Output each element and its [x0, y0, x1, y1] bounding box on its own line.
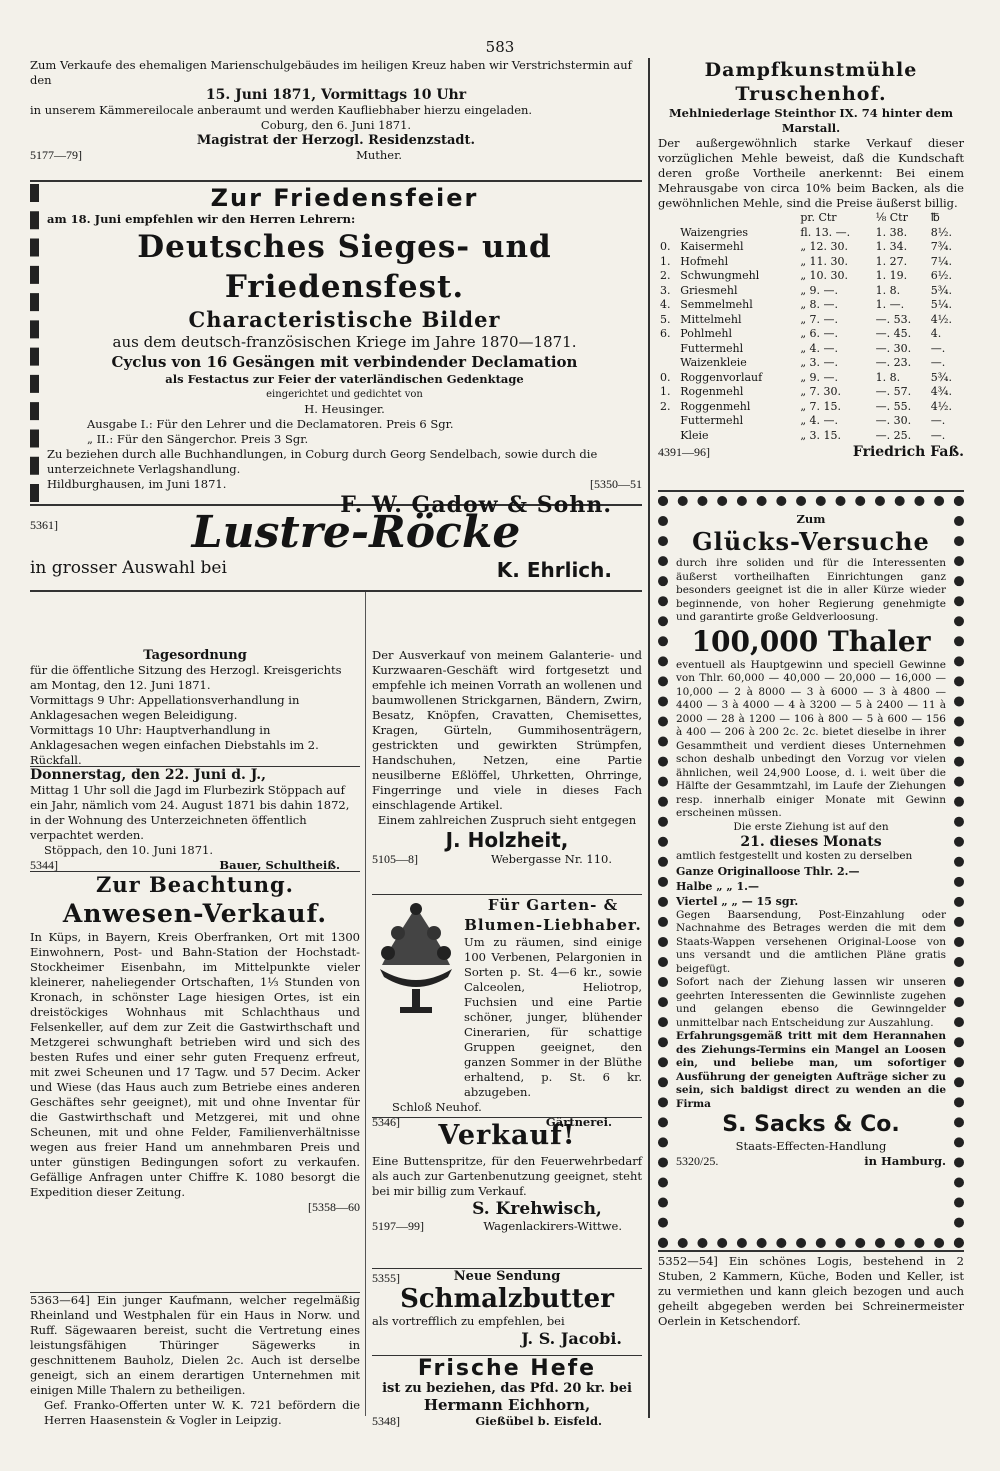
row-price: 5¾. — [930, 283, 952, 297]
row-price: 4½. — [930, 312, 952, 326]
table-row — [658, 371, 964, 386]
friedensfeier-ausgabe2: „ II.: Für den Sängerchor. Preis 3 Sgr. — [87, 432, 309, 446]
row-price: „ 6. —. — [800, 327, 839, 340]
ausverkauf-merchant: J. Holzheit, — [445, 828, 569, 852]
hefe-ref: 5348] — [372, 1414, 400, 1428]
friedensfeier-ausgabe1: Ausgabe I.: Für den Lehrer und die Declamatoren. Preis 6 Sgr. — [87, 417, 454, 431]
row-name: Roggenmehl — [680, 399, 751, 413]
row-price: „ 7. 15. — [800, 399, 842, 413]
verkauf-sign: Wagenlackirers-Wittwe. — [483, 1219, 622, 1233]
row-nr — [658, 414, 678, 429]
row-name: Schwungmehl — [680, 269, 760, 282]
row-name: Rogenmehl — [680, 385, 744, 398]
gluecks-zum: Zum — [796, 512, 826, 526]
row-price: 1. 27. — [875, 254, 908, 268]
gluecks-text6: Sofort nach der Ziehung lassen wir unseren geehrten Interessenten die Gewinnliste zugehen und gelangen ebenso die Gewinngelder unmittelbar nach Entscheidung zur Auszahlung. — [676, 976, 946, 1029]
row-nr — [658, 226, 678, 241]
ausverkauf-ref: 5105—8] — [372, 852, 418, 866]
kaufmann-ad — [30, 1293, 360, 1467]
row-price: 4. — [930, 327, 942, 340]
row-price: „ 3. 15. — [800, 428, 842, 442]
row-name: Kaisermehl — [680, 240, 744, 253]
gluecks-title: Glücks-Versuche — [692, 527, 930, 556]
row-nr — [658, 429, 678, 444]
friedensfeier-title: Deutsches Sieges- und Friedensfest. — [137, 229, 552, 305]
table-row — [658, 400, 964, 415]
divider — [658, 1250, 964, 1252]
jagd-sign: Bauer, Schultheiß. — [219, 858, 340, 872]
hefe-text: ist zu beziehen, das Pfd. 20 kr. bei — [382, 1381, 632, 1396]
table-row — [658, 327, 964, 342]
divider — [30, 180, 642, 182]
kaufmann-offer: Gef. Franko-Offerten unter W. K. 721 befördern die Herren Haasenstein & Vogler in Leipzig. — [44, 1398, 360, 1427]
table-row — [658, 240, 964, 255]
gluecks-price1: Ganze Originalloose Thlr. 2.— — [676, 864, 860, 878]
hefe-merchant: Hermann Eichhorn, — [423, 1396, 591, 1414]
tagesordnung-heading: Tagesordnung — [143, 648, 247, 663]
gluecks-amount: 100,000 Thaler — [691, 624, 931, 658]
row-price: „ 12. 30. — [800, 240, 849, 253]
row-nr: 0. — [660, 240, 671, 253]
row-name: Waizenkleie — [680, 356, 747, 369]
marienschul-text2: in unserem Kämmereilocale anberaumt und werden Kaufliebhaber hierzu eingeladen. — [30, 103, 533, 117]
friedensfeier-line1: aus dem deutsch-französischen Kriege im Jahre 1870—1871. — [112, 333, 577, 351]
table-row — [658, 298, 964, 313]
row-nr: 2. — [660, 269, 671, 282]
row-price: 1. 8. — [875, 370, 901, 384]
row-price: —. 53. — [875, 312, 912, 326]
row-nr: 3. — [660, 283, 671, 297]
verkauf-merchant: S. Krehwisch, — [472, 1199, 602, 1219]
row-price: „ 7. —. — [800, 312, 839, 326]
schmalz-ref: 5355] — [372, 1271, 400, 1285]
price-col-header: ℔ — [930, 211, 940, 224]
row-name: Griesmehl — [680, 283, 738, 297]
schmalz-heading: Neue Sendung — [453, 1269, 561, 1284]
friedensfeier-line3: als Festactus zur Feier der vaterländischen Gedenktage — [165, 372, 524, 386]
friedensfeier-subtitle: Characteristische Bilder — [188, 307, 501, 332]
marienschul-ref: 5177—79] — [30, 148, 82, 162]
gluecks-ref: 5320/25. — [676, 1154, 719, 1168]
jagd-ad — [30, 767, 360, 871]
table-row — [658, 429, 964, 444]
row-price: „ 3. —. — [800, 356, 839, 369]
row-price: 4¾. — [930, 385, 952, 398]
hefe-ad — [372, 1356, 642, 1442]
muehle-sub: Mehlniederlage Steinthor IX. 74 hinter dem Marstall. — [668, 106, 954, 135]
row-price: „ 4. —. — [800, 341, 839, 355]
table-row — [658, 255, 964, 270]
schmalz-text: als vortrefflich zu empfehlen, bei — [372, 1314, 565, 1328]
gluecks-price3: Viertel „ „ — 15 sgr. — [676, 894, 799, 908]
flower-urn-icon — [372, 899, 460, 1019]
tagesordnung-text: für die öffentliche Sitzung des Herzogl. Kreisgerichts am Montag, den 12. Juni 1871. — [30, 663, 342, 692]
table-row — [658, 313, 964, 328]
row-price: 8½. — [930, 225, 952, 239]
row-nr — [658, 356, 678, 371]
table-row — [658, 284, 964, 299]
row-price: —. 45. — [875, 327, 912, 340]
row-name: Futtermehl — [680, 414, 744, 427]
row-price: 1. 34. — [875, 240, 908, 253]
garten-heading: Für Garten- & Blumen-Liebhaber. — [464, 896, 642, 934]
verkauf-text: Eine Buttenspritze, für den Feuerwehrbedarf als auch zur Gartenbenutzung geeignet, steht bei mir billig zum Verkauf. — [372, 1154, 642, 1198]
row-price: „ 9. —. — [800, 370, 839, 384]
left-column — [30, 58, 642, 1428]
gluecks-text1: durch ihre soliden und für die Interessenten äußerst vortheilhaften Einrichtungen ganz besonders geeignet ist die in aller Kürze wieder beginnende, von hoher Regierung genehmigte und garantirte große Geldverloosung. — [676, 557, 946, 623]
marienschul-place: Coburg, den 6. Juni 1871. — [260, 118, 412, 132]
price-table — [658, 211, 964, 443]
row-price: „ 7. 30. — [800, 385, 842, 398]
gluecks-firm: S. Sacks & Co. — [722, 1112, 900, 1137]
divider — [658, 490, 964, 492]
friedensfeier-author: H. Heusinger. — [304, 402, 385, 416]
verkauf-ref: 5197—99] — [372, 1219, 424, 1233]
gluecks-text3: Die erste Ziehung ist auf den — [733, 820, 889, 833]
marienschul-sign: Muther. — [356, 148, 402, 162]
jagd-text: Mittag 1 Uhr soll die Jagd im Flurbezirk Stöppach auf ein Jahr, nämlich vom 24. August 1871 bis dahin 1872, in der Wohnung des Unterzeichneten öffentlich verpachtet werden. — [30, 783, 350, 842]
divider — [30, 590, 642, 592]
marienschul-date: 15. Juni 1871, Vormittags 10 Uhr — [205, 87, 467, 103]
tagesordnung-item2: Vormittags 10 Uhr: Hauptverhandlung in Anklagesachen wegen einfachen Diebstahls im 2. Rückfall. — [30, 723, 319, 767]
row-nr: 1. — [660, 254, 671, 268]
row-price: 5¼. — [930, 298, 952, 311]
marienschul-authority: Magistrat der Herzogl. Residenzstadt. — [196, 133, 476, 148]
friedensfeier-publisher: F. W. Gadow & Sohn. — [340, 492, 612, 518]
friedensfeier-ad — [30, 184, 642, 518]
table-row — [658, 226, 964, 241]
anwesen-text: In Küps, in Bayern, Kreis Oberfranken, Ort mit 1300 Einwohnern, Post- und Bahn-Station der Hochstadt-Stockheimer Eisenbahn, im Mittelpunkte vieler kleinerer, naheliegender Ortschaften, 1⅓ Stunden von Kronach, in schönster Lage hiesigen Ortes, ist ein dreistöckiges Wohnhaus mit Schlachthaus und Felsenkeller, auf dem zur Zeit die Gastwirthschaft und Metzgerei schwunghaft betrieben wird und sich des besten Rufes und einer sehr guten Frequenz erfreut, mit zwei Scheunen und 17 Tagw. und 57 Decim. Acker und Wiese (das Haus auch zum Betriebe eines anderen Geschäftes sehr geeignet), mit und ohne Inventar für die Gastwirthschaft und Metzgerei, mit und ohne Scheunen, mit und ohne Felder, Familienverhältnisse wegen aus freier Hand um annehmbaren Preis und unter günstigen Bedingungen sofort zu verkaufen. Gefällige Anfragen unter Chiffre K. 1080 besorgt die Expedition dieser Zeitung. — [30, 930, 360, 1199]
row-name: Mittelmehl — [680, 312, 742, 326]
logis-text: 5352—54] Ein schönes Logis, bestehend in 2 Stuben, 2 Kammern, Küche, Boden und Keller, ist zu vermiethen und kann gleich bezogen und auch geheilt abgegeben werden bei Schreinermeister Oerlein in Ketschendorf. — [658, 1254, 964, 1328]
row-name: Waizengries — [680, 225, 749, 239]
right-subcolumn — [372, 648, 642, 1442]
row-name: Futtermehl — [680, 341, 744, 355]
tagesordnung-ad — [30, 648, 360, 766]
row-price: —. — [930, 414, 946, 427]
gluecks-firm-sub: Staats-Effecten-Handlung — [735, 1139, 887, 1153]
table-row — [658, 342, 964, 357]
lustre-ref: 5361] — [30, 518, 58, 532]
garten-sign: Gärtnerei. — [545, 1115, 612, 1129]
friedensfeier-heading: Zur Friedensfeier — [210, 184, 479, 212]
left-subcolumn — [30, 648, 360, 1467]
row-price: —. 25. — [875, 428, 912, 442]
muehle-heading: Dampfkunstmühle Truschenhof. — [704, 59, 918, 105]
gluecks-place: in Hamburg. — [864, 1154, 946, 1168]
jagd-place: Stöppach, den 10. Juni 1871. — [44, 843, 214, 857]
column-divider — [648, 58, 650, 1418]
muehle-text: Der außergewöhnlich starke Verkauf dieser vorzüglichen Mehle beweist, daß die Kundschaft deren große Vortheile anerkennt: Bei einem Mehrausgabe von circa 10% beim Backen, als die gewöhnlichen Mehle, sind die Preise äußerst billig. — [658, 136, 964, 210]
schmalz-merchant: J. S. Jacobi. — [521, 1329, 622, 1348]
row-price: 1. 38. — [875, 225, 908, 239]
lustre-sub: in grosser Auswahl bei — [30, 558, 227, 578]
row-name: Roggenvorlauf — [680, 370, 763, 384]
table-row — [658, 356, 964, 371]
gluecks-text2: eventuell als Hauptgewinn und speciell Gewinne von Thlr. 60,000 — 40,000 — 20,000 — 16,000 — 10,000 — 2 à 8000 — 3 à 6000 — 3 à 4800 — 4400 — 3 à 4000 — 4 à 3200 — 5 à 2400 — 11 à 2000 — 28 à 1200 — 106 à 800 — 5 à 600 — 156 à 400 — 206 à 200 2c. 2c. bietet dieselbe in ihrer Gesammtheit und verdient dieses Unternehmen schon deshalb unbedingt den Vorzug vor vielen ähnlichen, weil 24,900 Loose, d. i. weit über die Hälfte der Gesammtzahl, im Laufe der Ziehungen resp. innerhalb einiger Monate mit Gewinn erscheinen müssen. — [676, 658, 946, 819]
lustre-merchant: K. Ehrlich. — [496, 558, 612, 582]
jagd-heading: Donnerstag, den 22. Juni d. J., — [30, 767, 267, 783]
garten-ad — [372, 895, 642, 1129]
hefe-heading: Frische Hefe — [417, 1356, 597, 1381]
row-price: —. 30. — [875, 414, 912, 427]
row-nr: 6. — [660, 327, 671, 340]
row-name: Kleie — [680, 428, 709, 442]
row-name: Pohlmehl — [680, 327, 732, 340]
garten-place: Schloß Neuhof. — [392, 1100, 482, 1114]
row-price: „ 11. 30. — [800, 254, 849, 268]
row-price: —. — [930, 428, 946, 442]
row-price: 7¼. — [930, 254, 952, 268]
muehle-sign: Friedrich Faß. — [852, 444, 964, 460]
logis-ad — [658, 1254, 964, 1329]
friedensfeier-ref: [5350—51 — [590, 477, 642, 491]
row-nr: 5. — [660, 312, 671, 326]
tagesordnung-item1: Vormittags 9 Uhr: Appellationsverhandlung in Anklagesachen wegen Beleidigung. — [30, 693, 300, 722]
price-col-header: pr. Ctr — [800, 211, 837, 224]
row-nr — [658, 342, 678, 357]
muehle-ad — [658, 58, 964, 488]
anwesen-heading2: Anwesen-Verkauf. — [62, 899, 328, 928]
page-number: 583 — [485, 38, 515, 56]
row-price: „ 4. —. — [800, 414, 839, 427]
garten-text: Um zu räumen, sind einige 100 Verbenen, Pelargonien in Sorten p. St. 4—6 kr., sowie Calceolen, Heliotrop, Fuchsien und eine Partie schöner, junger, blühender Cinerarien, für schattige Gruppen geeignet, den ganzen Sommer in der Blüthe erhaltend, p. St. 6 kr. abzugeben. — [464, 935, 642, 1099]
friedensfeier-bezug: Zu beziehen durch alle Buchhandlungen, in Coburg durch Georg Sendelbach, sowie durch die unterzeichnete Verlagshandlung. — [47, 447, 598, 476]
lustre-title: Lustre-Röcke — [191, 507, 521, 558]
row-price: —. 30. — [875, 341, 912, 355]
row-price: —. — [930, 341, 946, 355]
row-name: Hofmehl — [680, 254, 729, 268]
row-price: —. 55. — [875, 399, 912, 413]
kaufmann-text: 5363—64] Ein junger Kaufmann, welcher regelmäßig Rheinland und Westphalen für ein Haus in Norw. und Ruff. Sägewaaren bereist, sucht die Vertretung eines leistungsfähigen Thüringer Sägewerks in geschnittenem Bauholz, Dielen 2c. Auch ist derselbe geneigt, sich an einem derartigen Unternehmen mit einigen Mille Thalern zu betheiligen. — [30, 1293, 360, 1397]
ausverkauf-zuspruch: Einem zahlreichen Zuspruch sieht entgegen — [377, 813, 637, 827]
schmalz-ad — [372, 1269, 642, 1355]
row-price: —. 57. — [875, 385, 912, 398]
marienschul-text1: Zum Verkaufe des ehemaligen Marienschulgebäudes im heiligen Kreuz haben wir Verstrichstermin auf den — [30, 58, 632, 87]
row-nr: 4. — [660, 298, 671, 311]
row-price: 1. 8. — [875, 283, 901, 297]
row-price: —. — [930, 356, 946, 369]
anwesen-ad — [30, 872, 360, 1292]
gluecks-text4: amtlich festgestellt und kosten zu derselben — [676, 850, 913, 862]
price-table-header — [658, 211, 964, 226]
friedensfeier-place: Hildburghausen, im Juni 1871. — [47, 477, 227, 491]
right-column — [658, 58, 964, 1418]
row-price: fl. 13. —. — [800, 225, 851, 239]
friedensfeier-intro: am 18. Juni empfehlen wir den Herren Lehrern: — [47, 212, 356, 226]
gluecks-ad — [658, 496, 964, 1248]
garten-ref: 5346] — [372, 1115, 400, 1129]
hefe-place: Gießübel b. Eisfeld. — [475, 1414, 602, 1428]
row-price: „ 9. —. — [800, 283, 839, 297]
friedensfeier-line2: Cyclus von 16 Gesängen mit verbindender Declamation — [111, 353, 578, 371]
row-nr: 0. — [660, 370, 671, 384]
marienschul-ad — [30, 58, 642, 178]
jagd-ref: 5344] — [30, 858, 58, 872]
price-col-header: ⅛ Ctr — [875, 211, 908, 224]
anwesen-heading1: Zur Beachtung. — [96, 872, 294, 897]
ausverkauf-address: Webergasse Nr. 110. — [490, 852, 612, 866]
verkauf-ad — [372, 1118, 642, 1268]
ausverkauf-text: Der Ausverkauf von meinem Galanterie- und Kurzwaaren-Geschäft wird fortgesetzt und empfehle ich meinen Vorrath an wollenen und baumwollenen Strickgarnen, Bändern, Zwirn, Besatz, Knöpfen, Cravatten, Chemisettes, Kragen, Gürteln, Gummihosenträgern, gestrickten und gewirkten Strümpfen, Handschuhen, Netzen, eine Partie neusilberne Eßlöffel, Uhrketten, Ohrringe, Fingerringe und viele in dieses Fach einschlagende Artikel. — [372, 648, 642, 812]
gluecks-text5: Gegen Baarsendung, Post-Einzahlung oder Nachnahme des Betrages werden die mit dem Staats-Wappen versehenen Original-Loose von uns versandt und die amtlichen Pläne gratis beigefügt. — [676, 908, 946, 975]
row-nr: 1. — [660, 385, 671, 398]
row-nr: 2. — [660, 399, 671, 413]
row-price: 5¾. — [930, 370, 952, 384]
row-price: 6½. — [930, 269, 952, 282]
verkauf-heading: Verkauf! — [438, 1120, 576, 1151]
row-price: —. 23. — [875, 356, 912, 369]
friedensfeier-line4: eingerichtet und gedichtet von — [266, 389, 423, 400]
row-price: „ 10. 30. — [800, 269, 849, 282]
muehle-ref: 4391—96] — [658, 445, 710, 459]
table-row — [658, 414, 964, 429]
table-row — [658, 385, 964, 400]
row-price: 1. 19. — [875, 269, 908, 282]
gluecks-price2: Halbe „ „ 1.— — [676, 879, 760, 893]
row-price: 7¾. — [930, 240, 952, 253]
lustre-ad — [30, 508, 642, 588]
row-name: Semmelmehl — [680, 298, 753, 311]
row-price: „ 8. —. — [800, 298, 839, 311]
gluecks-date: 21. dieses Monats — [740, 834, 882, 850]
ausverkauf-ad — [372, 648, 642, 894]
schmalz-title: Schmalzbutter — [400, 1284, 614, 1314]
row-price: 4½. — [930, 399, 952, 413]
row-price: 1. —. — [875, 298, 905, 311]
table-row — [658, 269, 964, 284]
anwesen-ref: [5358—60 — [308, 1200, 360, 1214]
gluecks-text7: Erfahrungsgemäß tritt mit dem Herannahen des Ziehungs-Termins ein Mangel an Loosen ein, und beliebe man, um sofortiger Ausführung der geneigten Aufträge sicher zu sein, sich baldigst direct zu wenden an die Firma — [676, 1030, 946, 1110]
